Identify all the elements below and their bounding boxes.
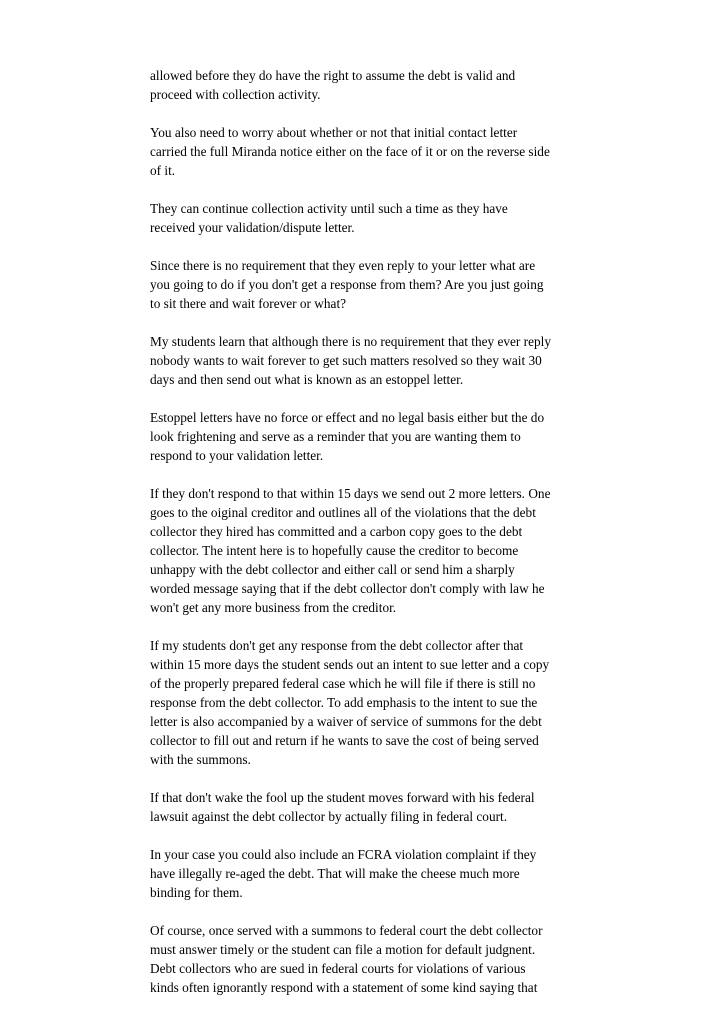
paragraph-10: In your case you could also include an FCRA violation complaint if they have illegally re-aged the debt. That will make the cheese much more binding for them.: [150, 847, 537, 900]
paragraph-9: If that don't wake the fool up the student moves forward with his federal lawsuit against the debt collector by actually filing in federal court.: [150, 790, 535, 824]
paragraph-7: If they don't respond to that within 15 days we send out 2 more letters. One goes to the oiginal creditor and outlines all of the violations that the debt collector they hired has committed and a carbon copy goes to the debt collector. The intent here is to hopefully cause the creditor to become unhappy with the debt collector and either call or send him a sharply worded message saying that if the debt collector don't comply with law he won't get any more business from the creditor.: [150, 486, 551, 615]
paragraph-8: If my students don't get any response from the debt collector after that within 15 more days the student sends out an intent to sue letter and a copy of the properly prepared federal case which he will file if there is still no response from the debt collector. To add emphasis to the intent to sue the letter is also accompanied by a waiver of service of summons for the debt collector to fill out and return if he wants to save the cost of being served with the summons.: [150, 638, 550, 767]
paragraph-4: Since there is no requirement that they even reply to your letter what are you going to do if you don't get a response from them? Are you just going to sit there and wait forever or what?: [150, 258, 544, 311]
paragraph-5: My students learn that although there is no requirement that they ever reply nobody wants to wait forever to get such matters resolved so they wait 30 days and then send out what is known as an estoppel letter.: [150, 334, 552, 387]
paragraph-2: You also need to worry about whether or not that initial contact letter carried the full Miranda notice either on the face of it or on the reverse side of it.: [150, 125, 550, 178]
document-page: [150, 66, 605, 1016]
paragraph-1: allowed before they do have the right to assume the debt is valid and proceed with collection activity.: [150, 68, 516, 102]
paragraph-6: Estoppel letters have no force or effect and no legal basis either but the do look frightening and serve as a reminder that you are wanting them to respond to your validation letter.: [150, 410, 545, 463]
paragraph-3: They can continue collection activity until such a time as they have received your validation/dispute letter.: [150, 201, 508, 235]
paragraph-11: Of course, once served with a summons to federal court the debt collector must answer timely or the student can file a motion for default judgnent. Debt collectors who are sued in federal courts for violations of various kinds often ignorantly respond with a statement of some kind saying that: [150, 923, 543, 995]
